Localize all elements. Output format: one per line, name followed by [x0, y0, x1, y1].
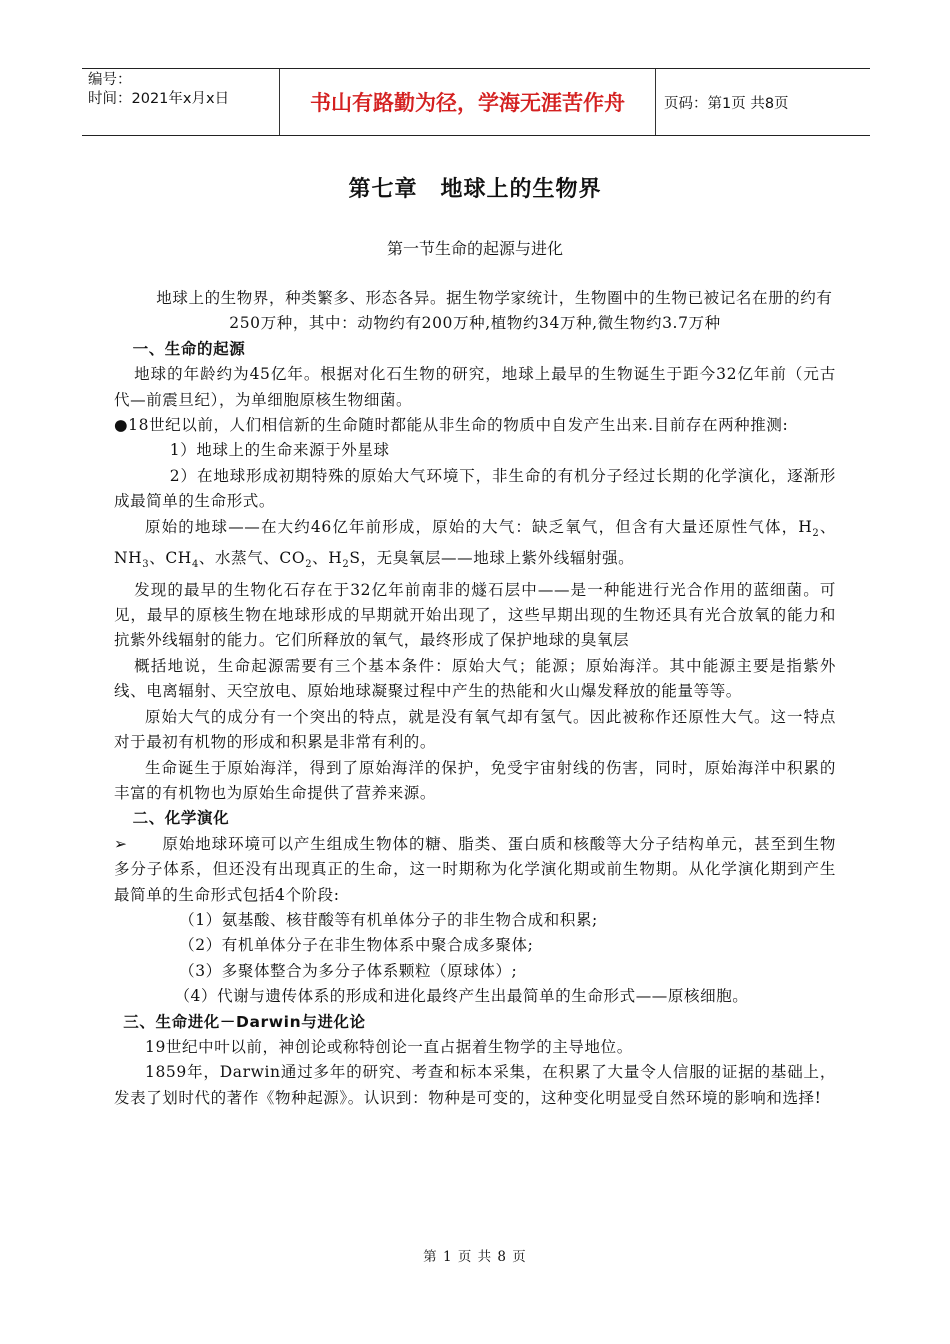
paragraph: ➢ 原始地球环境可以产生组成生物体的糖、脂类、蛋白质和核酸等大分子结构单元，甚至到生物多分子体系，但还没有出现真正的生命，这一时期称为化学演化期或前生物期。从化学演化期到产生最简单的生命形式包括4个阶段:: [114, 832, 836, 908]
document-number: 编号：: [88, 72, 132, 88]
list-item: 2）在地球形成初期特殊的原始大气环境下，非生命的有机分子经过长期的化学演化，逐渐形成最简单的生命形式。: [114, 466, 836, 511]
paragraph: 原始的地球——在大约46亿年前形成，原始的大气：缺乏氧气，但含有大量还原性气体，$H_2$、$NH_3$、$CH_4$、水蒸气、$CO_2$、$H_2S$，无臭氧层——地球上紫外线辐射强。: [114, 517, 837, 571]
section-heading-origin: 一、生命的起源: [132, 339, 246, 358]
header-page-info: 页码：第1页 共8页: [664, 95, 789, 112]
list-item: （3）多聚体整合为多分子体系颗粒（原球体）;: [179, 961, 518, 980]
chapter-title: 第七章 地球上的生物界: [348, 177, 602, 202]
section-subtitle: 第一节生命的起源与进化: [386, 239, 563, 258]
list-item: （1）氨基酸、核苷酸等有机单体分子的非生物合成和积累;: [179, 910, 598, 929]
paragraph: 地球的年龄约为45亿年。根据对化石生物的研究，地球上最早的生物诞生于距今32亿年前（元古代—前震旦纪），为单细胞原核生物细菌。: [114, 365, 836, 409]
section-heading-chem: 二、化学演化: [132, 809, 230, 828]
section-heading-evolution: 三、生命进化－Darwin与进化论: [123, 1012, 366, 1031]
paragraph: 19世纪中叶以前，神创论或称特创论一直占据着生物学的主导地位。: [145, 1037, 633, 1056]
paragraph: 生命诞生于原始海洋，得到了原始海洋的保护，免受宇宙射线的伤害，同时，原始海洋中积累的丰富的有机物也为原始生命提供了营养来源。: [114, 758, 836, 802]
header-meta: [82, 69, 280, 135]
page-footer: 第 1 页 共 8 页: [423, 1249, 527, 1265]
paragraph: 1859年，Darwin通过多年的研究、考查和标本采集，在积累了大量令人信服的证据的基础上，发表了划时代的著作《物种起源》。认识到：物种是可变的，这种变化明显受自然环境的影响和选择!: [114, 1063, 836, 1107]
paragraph: 发现的最早的生物化石存在于32亿年前南非的燧石层中——是一种能进行光合作用的蓝细菌。可见，最早的原核生物在地球形成的早期就开始出现了，这些早期出现的生物还具有光合放氧的能力和抗紫外线辐射的能力。它们所释放的氧气，最终形成了保护地球的臭氧层: [114, 580, 836, 650]
header-motto: 书山有路勤为径，学海无涯苦作舟: [280, 69, 656, 135]
document-date: 时间：2021年x月x日: [88, 91, 230, 107]
intro-paragraph: 地球上的生物界，种类繁多、形态各异。据生物学家统计，生物圈中的生物已被记名在册的约有250万种，其中：动物约有200万种,植物约34万种,微生物约3.7万种: [156, 289, 833, 333]
paragraph: 原始大气的成分有一个突出的特点，就是没有氧气却有氢气。因此被称作还原性大气。这一特点对于最初有机物的形成和积累是非常有利的。: [114, 707, 836, 752]
list-item: （4）代谢与遗传体系的形成和进化最终产生出最简单的生命形式——原核细胞。: [174, 987, 749, 1006]
page-header: [82, 68, 870, 136]
paragraph: ●18世纪以前，人们相信新的生命随时都能从非生命的物质中自发产生出来.目前存在两种推测:: [114, 416, 789, 435]
list-item: 1）地球上的生命来源于外星球: [169, 441, 390, 460]
paragraph: 概括地说，生命起源需要有三个基本条件：原始大气；能源；原始海洋。其中能源主要是指紫外线、电离辐射、天空放电、原始地球凝聚过程中产生的热能和火山爆发释放的能量等等。: [114, 656, 836, 701]
list-item: （2）有机单体分子在非生物体系中聚合成多聚体;: [179, 936, 534, 955]
document-body: [114, 286, 836, 1111]
arrow-bullet-icon: ➢: [114, 834, 128, 853]
